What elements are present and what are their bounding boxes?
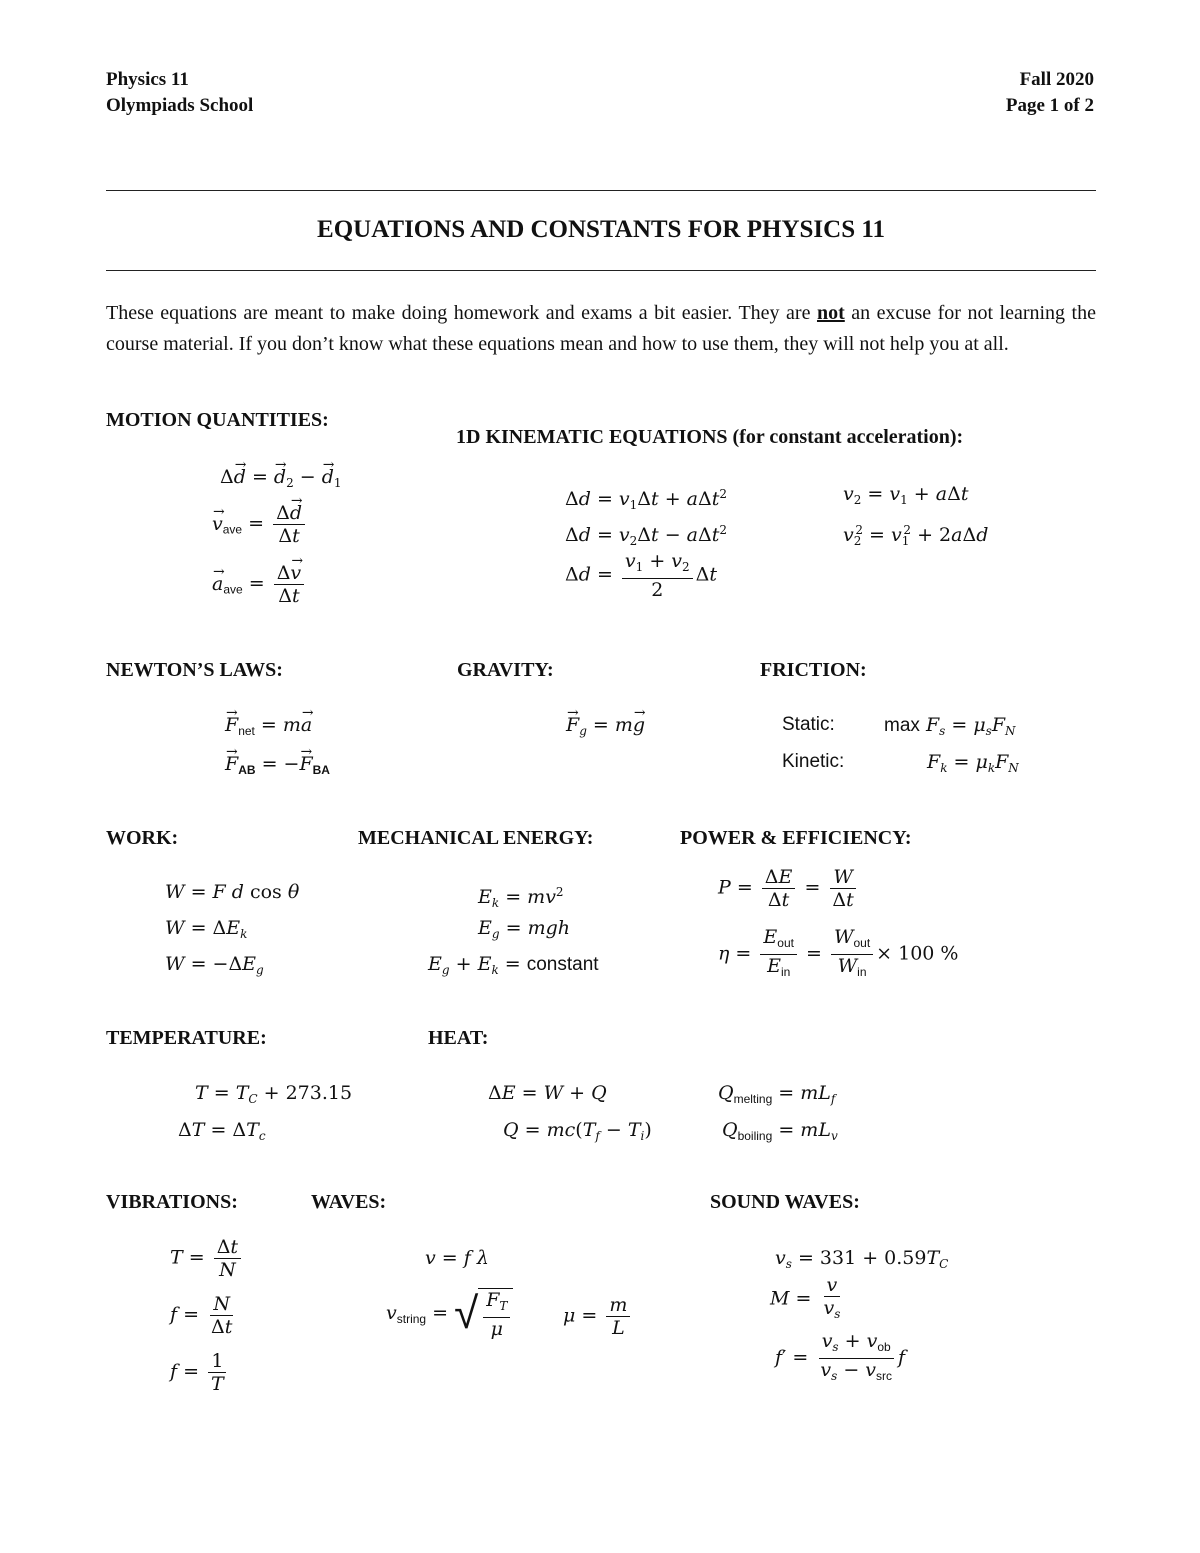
page-title: EQUATIONS AND CONSTANTS FOR PHYSICS 11 <box>317 216 885 243</box>
section-temperature: TEMPERATURE: <box>106 1027 267 1049</box>
equation-frequency-2: f = $\frac{1}{T}$ <box>170 1350 230 1395</box>
sub-ab: AB <box>238 763 256 777</box>
top-divider <box>106 190 1096 191</box>
equation-kin-5: $v_2^2 = v_1^2 + 2a\Delta d$ <box>843 523 989 548</box>
label-kinetic: Kinetic: <box>782 751 845 772</box>
intro-paragraph <box>106 298 1096 360</box>
equation-average-velocity: → $v_{ave}$ = $\frac{\Delta\to d}{\Delta t}$ <box>212 502 308 547</box>
title-divider <box>106 270 1096 271</box>
equation-work-1: W = F d cos θ <box>165 881 300 903</box>
sub-src: src <box>876 1369 893 1383</box>
equation-average-acceleration: → $a_{ave}$ = $\frac{\Delta\to v}{\Delta t}$ <box>212 562 307 607</box>
sub-melting: melting <box>733 1092 773 1106</box>
equation-efficiency: η = $\frac{E_{out}}{E_{in}}$ = $\frac{W_{out}}{W_{in}}$ × 100 % <box>718 926 959 979</box>
equation-speed-of-sound: $v_s = 331 + 0.59T_C$ <box>775 1247 949 1271</box>
equation-temperature-change: $\Delta T = \Delta T_c$ <box>178 1119 266 1143</box>
equation-frequency-1: f = $\frac{N}{\Delta t}$ <box>170 1293 233 1338</box>
equation-potential-energy: $E_g$ = mgh <box>478 917 571 941</box>
equation-newton-3: → $F_{AB}$ = −→ $F_{BA}$ <box>225 752 330 782</box>
sound-constant-b: 0.59 <box>884 1247 927 1269</box>
sub-string: string <box>396 1312 427 1326</box>
equation-gravity: → $F_g = m\to g$ <box>566 713 645 743</box>
label-static: Static: <box>782 714 835 735</box>
section-heat: HEAT: <box>428 1027 489 1049</box>
equation-kinetic-friction: $F_k = \mu_kF_N$ <box>927 751 1019 775</box>
sub-boiling: boiling <box>737 1129 773 1143</box>
page-number: Page 1 of 2 <box>1005 95 1094 116</box>
equation-string-speed: $v_{string}$ = √ $\frac{F_T}{\mu}$ <box>386 1288 513 1340</box>
temp-constant: 273.15 <box>285 1082 353 1104</box>
equation-work-2: $W = \Delta E_k$ <box>165 917 248 941</box>
label-max: max <box>884 715 920 736</box>
sub-ave-2: ave <box>223 582 243 597</box>
equation-power: P = $\frac{\Delta E}{\Delta t}$ = $\frac{W}{\Delta t}$ <box>718 866 860 911</box>
section-work: WORK: <box>106 827 179 849</box>
equation-temperature: $T = T_C + 273.15$ <box>195 1082 353 1106</box>
equation-specific-heat: $Q = mc(T_f - T_i)$ <box>503 1119 652 1143</box>
equation-kinetic-energy: $E_k = mv^2$ <box>478 885 564 910</box>
equation-kin-4: $v_2 = v_1 + a\Delta t$ <box>843 483 969 507</box>
course-name: Physics 11 <box>106 69 189 90</box>
sub-ave-1: ave <box>222 522 243 537</box>
equation-newton-2: → $F_{net} = m\to a$ <box>225 713 312 743</box>
sub-out-1: out <box>777 936 794 950</box>
section-newton: NEWTON’S LAWS: <box>106 659 283 681</box>
section-power-efficiency: POWER & EFFICIENCY: <box>680 827 912 849</box>
equation-period: T = $\frac{\Delta t}{N}$ <box>170 1236 244 1281</box>
equation-latent-boiling: $Q_{boiling} = mL_v$ <box>722 1119 838 1143</box>
sub-net: net <box>238 724 255 738</box>
intro-emphasis: not <box>816 302 845 324</box>
equation-mach-number: M = $\frac{v}{v_s}$ <box>770 1274 841 1321</box>
sub-out-2: out <box>853 936 871 950</box>
label-constant: constant <box>526 954 599 975</box>
equation-kin-1: $\Delta d = v_1\Delta t + a\Delta t^2$ <box>565 487 727 512</box>
equation-energy-conservation: $E_g + E_k$ = constant <box>428 953 599 977</box>
equation-latent-melting: $Q_{melting} = mL_f$ <box>718 1082 836 1106</box>
equation-kin-3: Δd = $\frac{v_1 + v_2}{2}$ Δt <box>565 550 718 601</box>
section-waves: WAVES: <box>311 1191 387 1213</box>
section-mechanical-energy: MECHANICAL ENERGY: <box>358 827 594 849</box>
term: Fall 2020 <box>1019 69 1094 90</box>
sub-ob: ob <box>877 1340 891 1354</box>
equation-first-law: ΔE = W + Q <box>488 1082 607 1104</box>
equation-work-3: $W = -\Delta E_g$ <box>165 953 264 977</box>
intro-text-1: These equations are meant to make doing homework and exams a bit easier. They are <box>106 302 817 324</box>
section-friction: FRICTION: <box>760 659 867 681</box>
equation-kin-2: $\Delta d = v_2\Delta t - a\Delta t^2$ <box>565 523 727 548</box>
section-motion-quantities: MOTION QUANTITIES: <box>106 409 329 431</box>
equation-doppler: f′ = $\frac{v_s + v_{ob}}{v_s - v_{src}}$ f <box>775 1330 906 1383</box>
sub-in-2: in <box>857 965 867 979</box>
equation-displacement: Δ→ d = → $d_2$ − → $d_1$ <box>220 465 342 495</box>
sub-ba: BA <box>312 763 330 777</box>
school-name: Olympiads School <box>106 95 254 116</box>
equation-static-friction: $\max F_s = \mu_sF_N$ <box>884 714 1016 738</box>
equation-linear-density: μ = $\frac{m}{L}$ <box>563 1294 633 1339</box>
intro-text-2: an excuse for not learning the course material. If you don’t know what these equations mean and how to use them, they will not help you at all. <box>106 302 1096 355</box>
equation-wave-speed: v = f λ <box>425 1247 489 1269</box>
sub-in-1: in <box>780 965 791 979</box>
label-percent: × 100 % <box>876 942 959 965</box>
sound-constant-a: 331 <box>819 1247 857 1269</box>
section-kinematics: 1D KINEMATIC EQUATIONS (for constant acceleration): <box>456 426 964 448</box>
section-vibrations: VIBRATIONS: <box>106 1191 238 1213</box>
section-sound-waves: SOUND WAVES: <box>710 1191 860 1213</box>
section-gravity: GRAVITY: <box>457 659 554 681</box>
